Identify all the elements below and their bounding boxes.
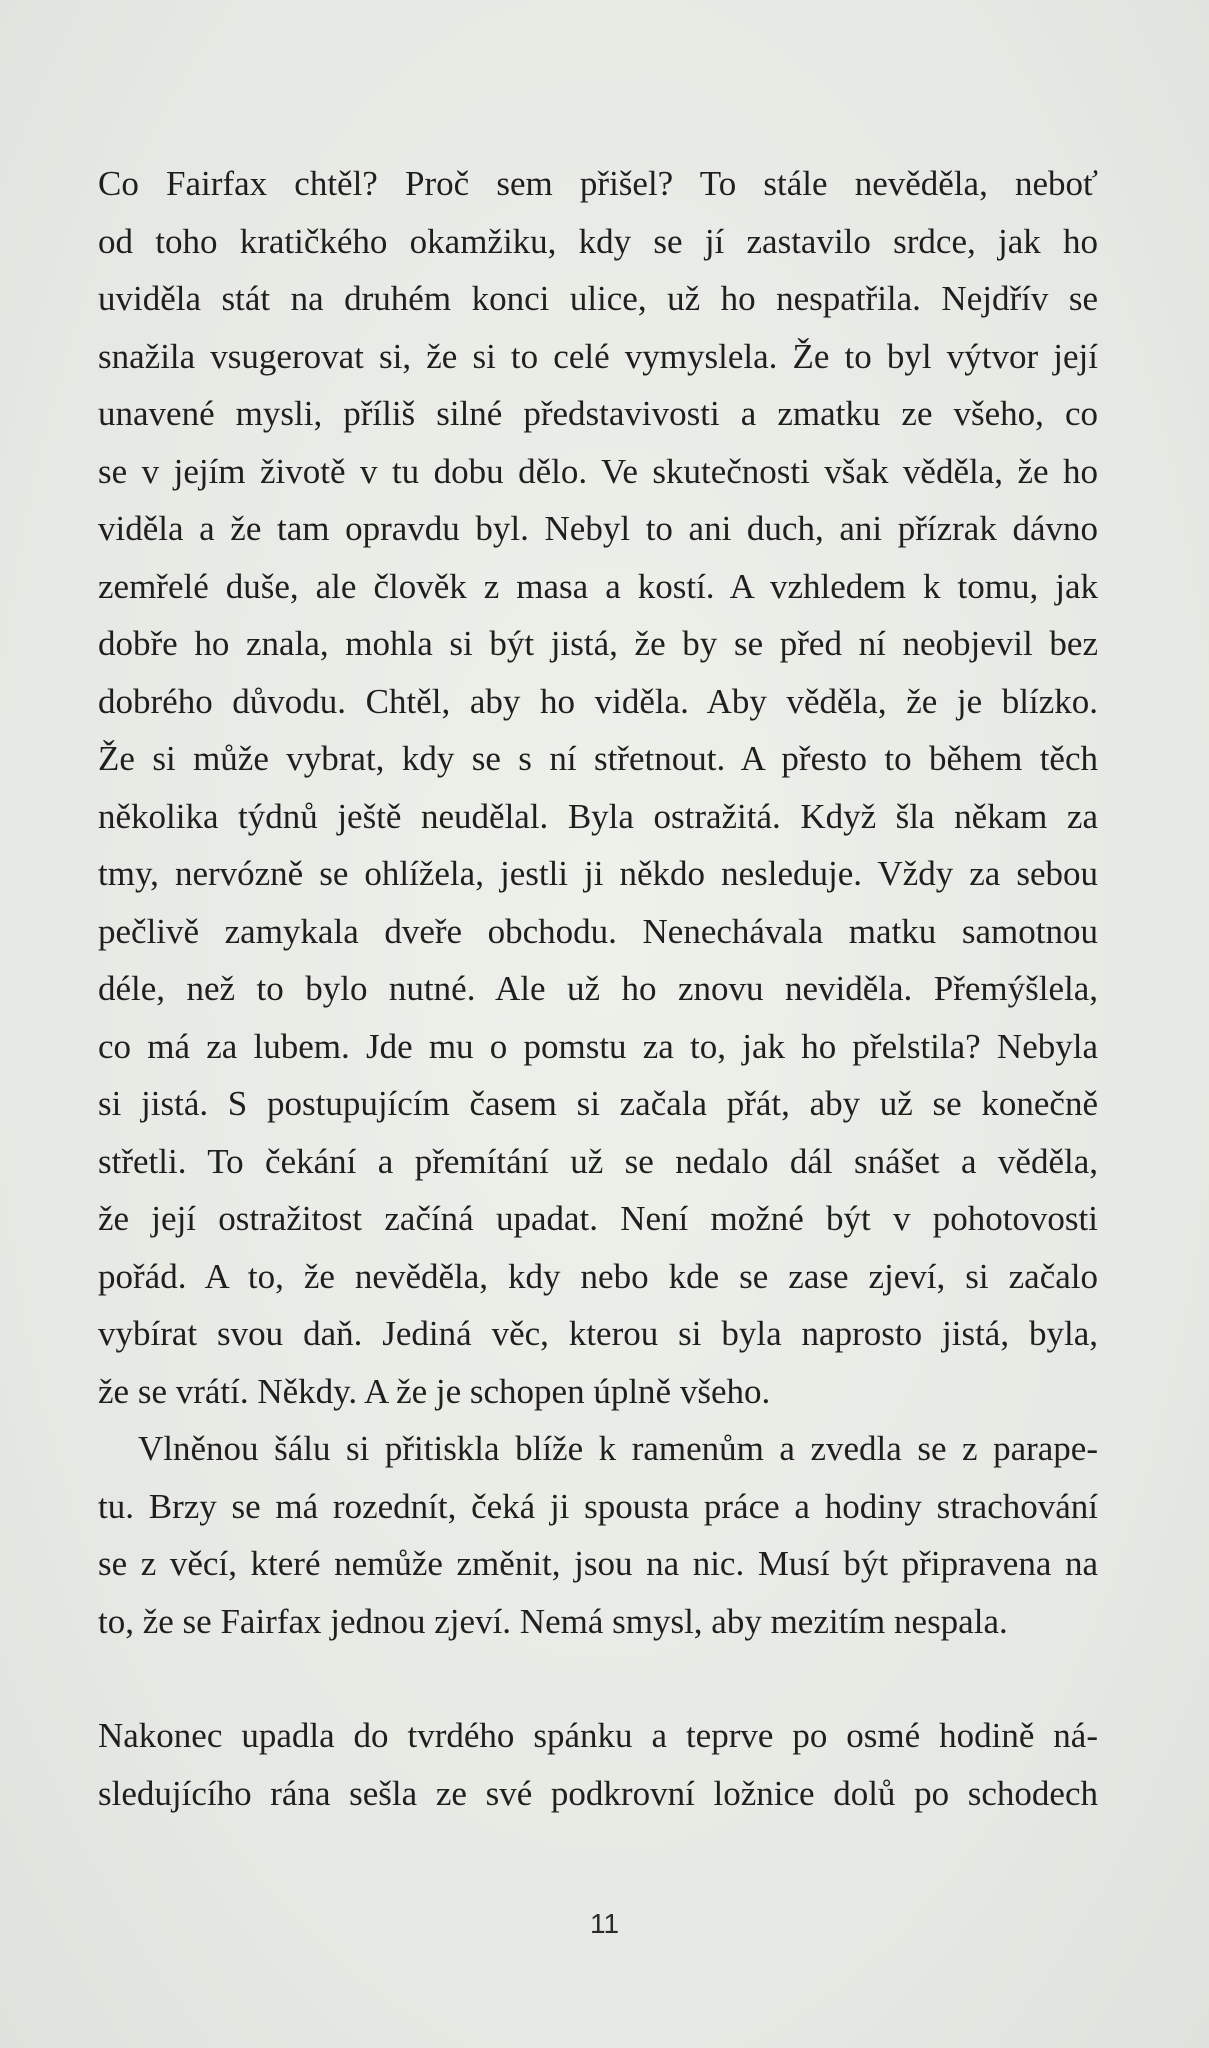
text-line: Že si může vybrat, kdy se s ní střetnout. A přesto to během těch (98, 739, 1098, 778)
text-line: dobře ho znala, mohla si být jistá, že by se před ní neobjevil bez (98, 624, 1098, 663)
text-line: tu. Brzy se má rozednít, čeká ji spousta práce a hodiny strachování (98, 1486, 1098, 1526)
text-line: déle, než to bylo nutné. Ale už ho znovu neviděla. Přemýšlela, (98, 969, 1098, 1008)
text-line: viděla a že tam opravdu byl. Nebyl to ani duch, ani přízrak dávno (98, 509, 1098, 548)
text-line: uviděla stát na druhém konci ulice, už ho nespatřila. Nejdřív se (98, 279, 1098, 318)
text-line: sledujícího rána sešla ze své podkrovní ložnice dolů po schodech (98, 1773, 1098, 1813)
paragraph-3 (98, 1707, 1098, 1822)
text-line: Nakonec upadla do tvrdého spánku a teprve po osmé hodině ná- (98, 1716, 1098, 1755)
text-line: Co Fairfax chtěl? Proč sem přišel? To stále nevěděla, neboť (98, 164, 1098, 203)
text-line: od toho kratičkého okamžiku, kdy se jí zastavilo srdce, jak ho (98, 221, 1098, 261)
body-text (98, 155, 1098, 1822)
text-line: se v jejím životě v tu dobu dělo. Ve skutečnosti však věděla, že ho (98, 451, 1098, 491)
page-number: 11 (589, 1908, 620, 1939)
text-line: pořád. A to, že nevěděla, kdy nebo kde se zase zjeví, si začalo (98, 1256, 1098, 1296)
text-line: Vlněnou šálu si přitiskla blíže k ramenům a zvedla se z parape- (138, 1429, 1098, 1468)
text-line: vybírat svou daň. Jediná věc, kterou si byla naprosto jistá, byla, (98, 1314, 1098, 1353)
text-line: unavené mysli, příliš silné představivosti a zmatku ze všeho, co (98, 394, 1098, 433)
section-break (98, 1650, 1098, 1707)
text-line: snažila vsugerovat si, že si to celé vymyslela. Že to byl výtvor její (98, 336, 1098, 376)
paragraph-1 (98, 155, 1098, 1420)
text-line: to, že se Fairfax jednou zjeví. Nemá smysl, aby mezitím nespala. (98, 1601, 1008, 1641)
text-line: že se vrátí. Někdy. A že je schopen úplně všeho. (98, 1371, 771, 1411)
text-line: se z věcí, které nemůže změnit, jsou na nic. Musí být připravena na (98, 1544, 1098, 1583)
text-line: že její ostražitost začíná upadat. Není možné být v pohotovosti (98, 1199, 1098, 1238)
text-line: co má za lubem. Jde mu o pomstu za to, jak ho přelstila? Nebyla (98, 1026, 1098, 1066)
text-line: zemřelé duše, ale člověk z masa a kostí. A vzhledem k tomu, jak (98, 566, 1098, 606)
text-line: tmy, nervózně se ohlížela, jestli ji někdo nesleduje. Vždy za sebou (98, 854, 1098, 893)
text-line: střetli. To čekání a přemítání už se nedalo dál snášet a věděla, (98, 1141, 1098, 1181)
text-line: dobrého důvodu. Chtěl, aby ho viděla. Aby věděla, že je blízko. (98, 681, 1098, 721)
text-line: si jistá. S postupujícím časem si začala přát, aby už se konečně (98, 1084, 1098, 1123)
text-line: pečlivě zamykala dveře obchodu. Nenechávala matku samotnou (98, 911, 1098, 951)
paragraph-2 (98, 1420, 1098, 1650)
text-line: několika týdnů ještě neudělal. Byla ostražitá. Když šla někam za (98, 796, 1098, 836)
